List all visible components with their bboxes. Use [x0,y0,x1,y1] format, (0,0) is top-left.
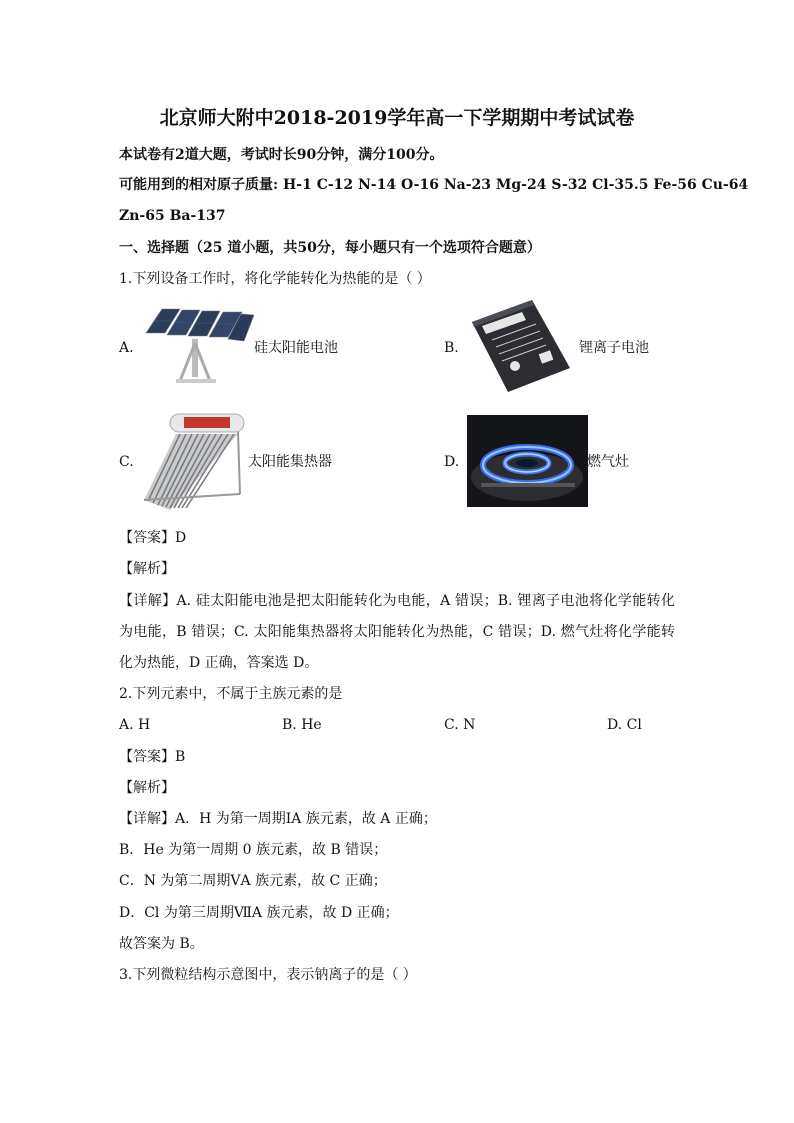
question-2-option-a: A. H [119,717,151,733]
option-a-label: 硅太阳能电池 [254,340,338,356]
option-c-letter: C. [119,454,134,470]
question-2-option-c: C. N [444,717,476,733]
question-2-option-d: D. Cl [607,717,642,733]
option-b-letter: B. [444,340,459,356]
option-d-label: 燃气灶 [587,454,629,470]
atomic-mass-line-1: 可能用到的相对原子质量: H-1 C-12 N-14 O-16 Na-23 Mg-24 S-32 Cl-35.5 Fe-56 Cu-64 [119,177,749,193]
detail-head: 【详解】 [119,593,177,609]
solar-water-heater-icon [140,408,248,518]
question-2-answer: 【答案】B [119,749,186,765]
solar-panel-icon [140,303,255,385]
option-d-letter: D. [444,454,460,470]
question-2-detail-d: D．Cl 为第三周期ⅦA 族元素，故 D 正确； [119,905,399,921]
question-1-analysis: 【解析】 [119,561,175,577]
question-2-detail-a [119,809,437,829]
option-b-label: 锂离子电池 [579,340,649,356]
question-2-detail-b: B．He 为第一周期 0 族元素，故 B 错误； [119,842,388,858]
question-2-option-b: B. He [282,717,322,733]
page-title: 北京师大附中2018-2019学年高一下学期期中考试试卷 [159,107,635,129]
question-2-analysis: 【解析】 [119,780,175,796]
question-2-conclusion: 故答案为 B。 [119,936,204,952]
gas-stove-flame-icon [467,415,588,507]
section-heading: 一、选择题（25 道小题，共50分，每小题只有一个选项符合题意） [119,240,541,256]
option-c-label: 太阳能集热器 [248,454,332,470]
question-2-detail-c: C．N 为第二周期ⅤA 族元素，故 C 正确； [119,873,387,889]
exam-info: 本试卷有2道大题，考试时长90分钟，满分100分。 [119,147,444,163]
detail-body: A. 硅太阳能电池是把太阳能转化为电能，A 错误；B. 锂离子电池将化学能转化为电能，B 错误；C. 太阳能集热器将太阳能转化为热能，C 错误；D. 燃气灶将化学能转化为热能，D 正确，答案选 D。 [119,593,676,671]
question-1-detail [119,586,675,679]
detail-head: 【详解】 [119,811,175,827]
question-3-stem: 3.下列微粒结构示意图中，表示钠离子的是（ ） [119,967,417,983]
question-1-answer: 【答案】D [119,530,187,546]
detail-a-text: A．H 为第一周期ⅠA 族元素，故 A 正确； [175,811,437,827]
question-1-stem: 1.下列设备工作时，将化学能转化为热能的是（ ） [119,271,431,287]
option-a-letter: A. [119,340,134,356]
question-2-stem: 2.下列元素中，不属于主族元素的是 [119,686,343,702]
atomic-mass-line-2: Zn-65 Ba-137 [119,208,226,224]
battery-icon [466,296,574,396]
